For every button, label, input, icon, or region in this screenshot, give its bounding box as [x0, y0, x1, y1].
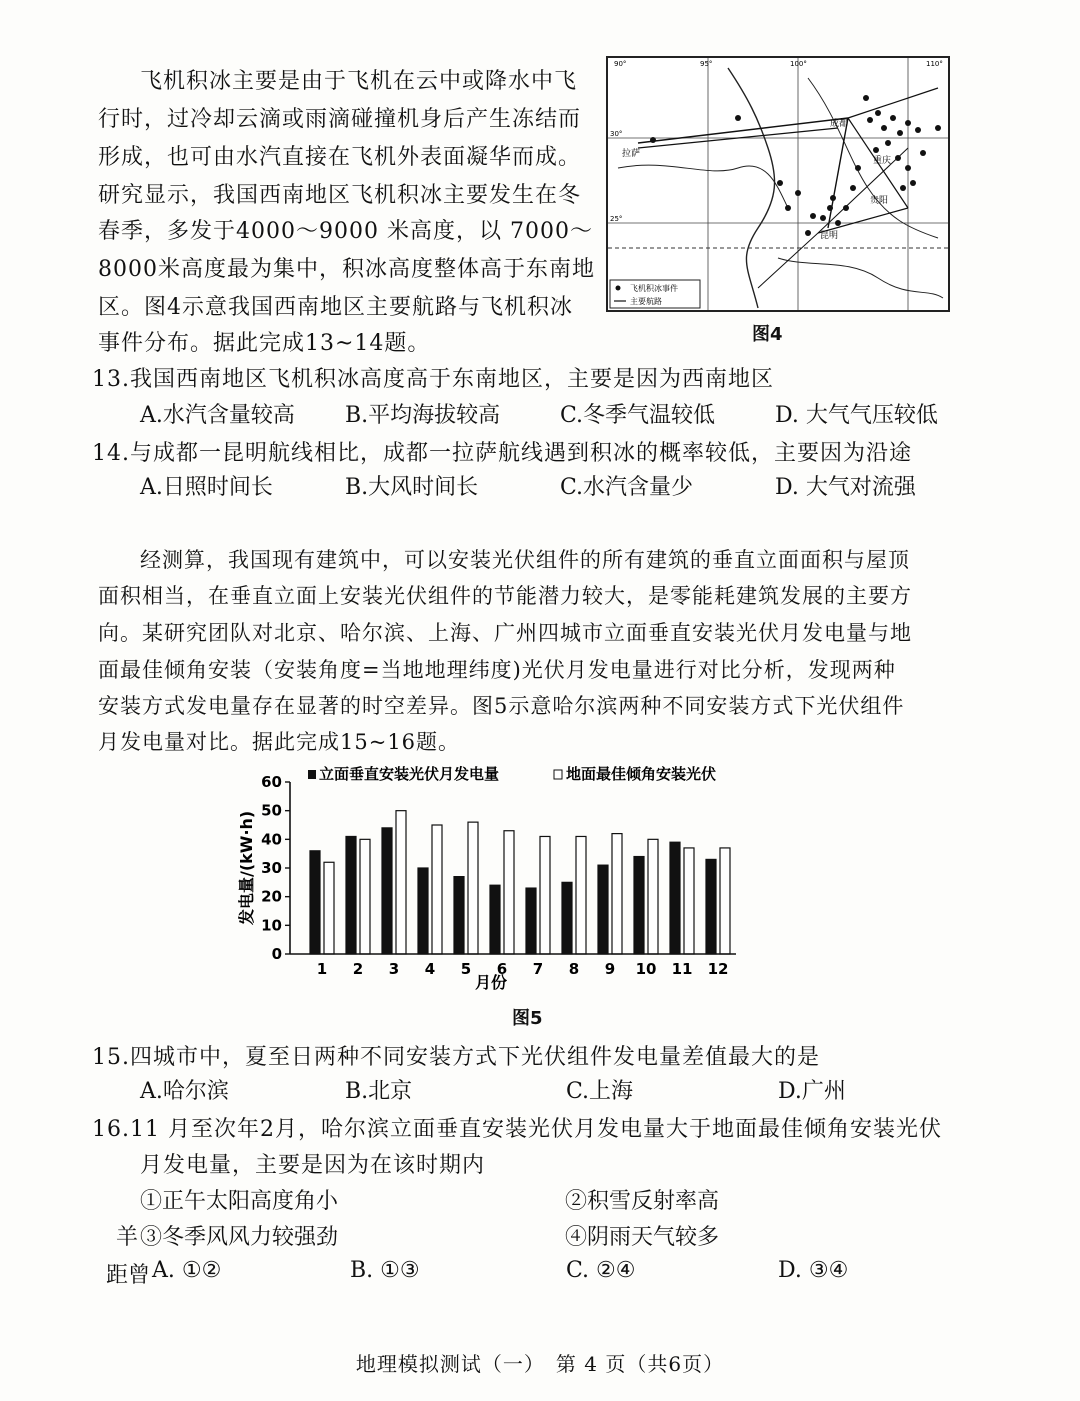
- q13-stem: 13.我国西南地区飞机积冰高度高于东南地区，主要是因为西南地区: [92, 367, 774, 392]
- q16-item-3-prefix: 羊: [116, 1225, 139, 1250]
- icing-event-dots: [650, 95, 941, 236]
- lon-100-label: 100°: [790, 60, 807, 68]
- q15-option-b[interactable]: B.北京: [345, 1079, 413, 1104]
- y-axis-label: 发电量/(kW·h): [237, 810, 256, 925]
- x-tick-label: 11: [671, 960, 693, 978]
- y-tick-label: 20: [261, 887, 282, 906]
- city-chongqing: 重庆: [873, 156, 892, 166]
- lon-95-label: 95°: [700, 60, 713, 68]
- southwest-route-map: [606, 56, 950, 312]
- bar-ground-month-11: [684, 848, 694, 954]
- x-tick-label: 5: [460, 960, 472, 978]
- q16-item-3: ③冬季风风力较强劲: [140, 1225, 339, 1250]
- x-tick-label: 10: [635, 960, 657, 978]
- harbin-pv-chart: [236, 760, 756, 1000]
- lat-25-label: 25°: [610, 215, 623, 223]
- q16-option-c[interactable]: C. ②④: [566, 1258, 636, 1283]
- lon-90-label: 90°: [614, 60, 627, 68]
- y-tick-label: 0: [271, 945, 282, 963]
- legend-swatch-facade: [308, 770, 316, 779]
- bar-facade-month-6: [490, 885, 500, 954]
- q13-option-a[interactable]: A.水汽含量较高: [140, 403, 295, 428]
- q16-option-b[interactable]: B. ①③: [350, 1258, 420, 1283]
- legend-swatch-ground: [554, 770, 562, 779]
- bar-facade-month-8: [562, 882, 572, 954]
- figure-5-caption: 图5: [512, 1008, 543, 1029]
- bar-ground-month-4: [432, 825, 442, 954]
- x-tick-label: 1: [316, 960, 328, 978]
- x-tick-label: 9: [604, 960, 616, 978]
- q16-option-d[interactable]: D. ③④: [778, 1258, 849, 1283]
- x-tick-label: 12: [707, 960, 729, 978]
- q14-option-c[interactable]: C.水汽含量少: [560, 475, 694, 500]
- chart-svg: [236, 760, 756, 1000]
- legend-ground-label: 地面最佳倾角安装光伏: [566, 765, 717, 783]
- bar-ground-month-3: [396, 811, 406, 954]
- bar-ground-month-8: [576, 836, 586, 954]
- q16-stem-line-2: 月发电量，主要是因为在该时期内: [140, 1153, 486, 1178]
- q13-option-d[interactable]: D. 大气气压较低: [775, 403, 938, 428]
- q14-stem: 14.与成都一昆明航线相比，成都一拉萨航线遇到积冰的概率较低，主要因为沿途: [92, 441, 912, 466]
- q16-item-2: ②积雪反射率高: [565, 1189, 720, 1214]
- q15-option-c[interactable]: C.上海: [566, 1079, 634, 1104]
- lon-110-label: 110°: [926, 60, 943, 68]
- q14-option-b[interactable]: B.大风时间长: [345, 475, 479, 500]
- q16-option-a[interactable]: A. ①②: [152, 1258, 222, 1283]
- intro1-line-5: 春季，多发于4000～9000 米高度，以 7000～: [98, 219, 593, 244]
- x-tick-label: 6: [496, 960, 508, 978]
- legend-facade-label: 立面垂直安装光伏月发电量: [319, 765, 500, 783]
- y-tick-label: 30: [261, 859, 282, 877]
- q13-option-c[interactable]: C.冬季气温较低: [560, 403, 716, 428]
- q16-item-4: ④阴雨天气较多: [565, 1225, 720, 1250]
- y-tick-label: 50: [261, 801, 282, 820]
- bar-ground-month-2: [360, 839, 370, 954]
- q13-option-b[interactable]: B.平均海拔较高: [345, 403, 501, 428]
- x-tick-label: 7: [532, 960, 544, 978]
- intro1-line-8: 事件分布。据此完成13~14题。: [98, 331, 431, 356]
- q14-option-d[interactable]: D. 大气对流强: [775, 475, 916, 500]
- lat-30-label: 30°: [610, 130, 623, 138]
- legend-route-label: 主要航路: [630, 297, 662, 306]
- map-drawing: [608, 58, 948, 310]
- bar-facade-month-4: [418, 868, 428, 954]
- y-tick-label: 40: [261, 830, 282, 849]
- q15-stem: 15.四城市中，夏至日两种不同安装方式下光伏组件发电量差值最大的是: [92, 1045, 820, 1070]
- q16-options-prefix: 距曾: [106, 1263, 151, 1288]
- q16-stem-line-1: 16.11 月至次年2月，哈尔滨立面垂直安装光伏月发电量大于地面最佳倾角安装光伏: [92, 1117, 942, 1142]
- intro2-line-2: 面积相当，在垂直立面上安装光伏组件的节能潜力较大，是零能耗建筑发展的主要方: [98, 584, 912, 608]
- q15-option-a[interactable]: A.哈尔滨: [140, 1079, 229, 1104]
- intro1-line-1: 飞机积冰主要是由于飞机在云中或降水中飞: [140, 69, 578, 94]
- bar-facade-month-9: [598, 865, 608, 954]
- intro2-line-3: 向。某研究团队对北京、哈尔滨、上海、广州四城市立面垂直安装光伏月发电量与地: [98, 621, 912, 645]
- intro2-line-6: 月发电量对比。据此完成15~16题。: [98, 730, 461, 754]
- y-tick-label: 60: [261, 773, 282, 791]
- city-lhasa: 拉萨: [622, 149, 641, 159]
- legend-icing-label: 飞机积冰事件: [630, 284, 678, 293]
- bar-ground-month-9: [612, 834, 622, 954]
- intro2-line-4: 面最佳倾角安装（安装角度=当地地理纬度)光伏月发电量进行对比分析，发现两种: [98, 658, 896, 682]
- intro1-line-7: 区。图4示意我国西南地区主要航路与飞机积冰: [98, 295, 573, 320]
- bar-facade-month-11: [670, 842, 680, 954]
- bar-facade-month-10: [634, 857, 644, 954]
- q16-item-1: ①正午太阳高度角小: [140, 1189, 339, 1214]
- q15-option-d[interactable]: D.广州: [778, 1079, 846, 1104]
- x-tick-label: 2: [352, 960, 364, 978]
- bar-ground-month-5: [468, 822, 478, 954]
- x-axis-label: 月份: [474, 973, 508, 992]
- intro1-line-6: 8000米高度最为集中，积冰高度整体高于东南地: [98, 257, 595, 282]
- bar-facade-month-2: [346, 836, 356, 954]
- bar-facade-month-3: [382, 828, 392, 954]
- intro1-line-4: 研究显示，我国西南地区飞机积冰主要发生在冬: [98, 183, 582, 208]
- q14-option-a[interactable]: A.日照时间长: [140, 475, 273, 500]
- y-tick-label: 10: [261, 916, 282, 935]
- page-footer: 地理模拟测试（一） 第 4 页（共6页）: [355, 1352, 725, 1376]
- bar-ground-month-1: [324, 862, 334, 954]
- bar-facade-month-1: [310, 851, 320, 954]
- city-guiyang: 贵阳: [870, 196, 889, 206]
- bar-facade-month-7: [526, 888, 536, 954]
- bar-ground-month-6: [504, 831, 514, 954]
- figure-4-caption: 图4: [752, 324, 783, 345]
- x-tick-label: 8: [568, 960, 580, 978]
- x-tick-label: 3: [388, 960, 400, 978]
- bar-facade-month-12: [706, 859, 716, 954]
- bar-ground-month-7: [540, 836, 550, 954]
- bar-ground-month-10: [648, 839, 658, 954]
- bar-facade-month-5: [454, 877, 464, 954]
- intro1-line-3: 形成，也可由水汽直接在飞机外表面凝华而成。: [98, 145, 582, 170]
- intro2-line-5: 安装方式发电量存在显著的时空差异。图5示意哈尔滨两种不同安装方式下光伏组件: [98, 694, 905, 718]
- city-chengdu: 成都: [830, 119, 849, 129]
- city-kunming: 昆明: [820, 231, 839, 241]
- intro2-line-1: 经测算，我国现有建筑中，可以安装光伏组件的所有建筑的垂直立面面积与屋顶: [140, 548, 910, 572]
- bar-ground-month-12: [720, 848, 730, 954]
- intro1-line-2: 行时，过冷却云滴或雨滴碰撞机身后产生冻结而: [98, 107, 582, 132]
- x-tick-label: 4: [424, 960, 436, 978]
